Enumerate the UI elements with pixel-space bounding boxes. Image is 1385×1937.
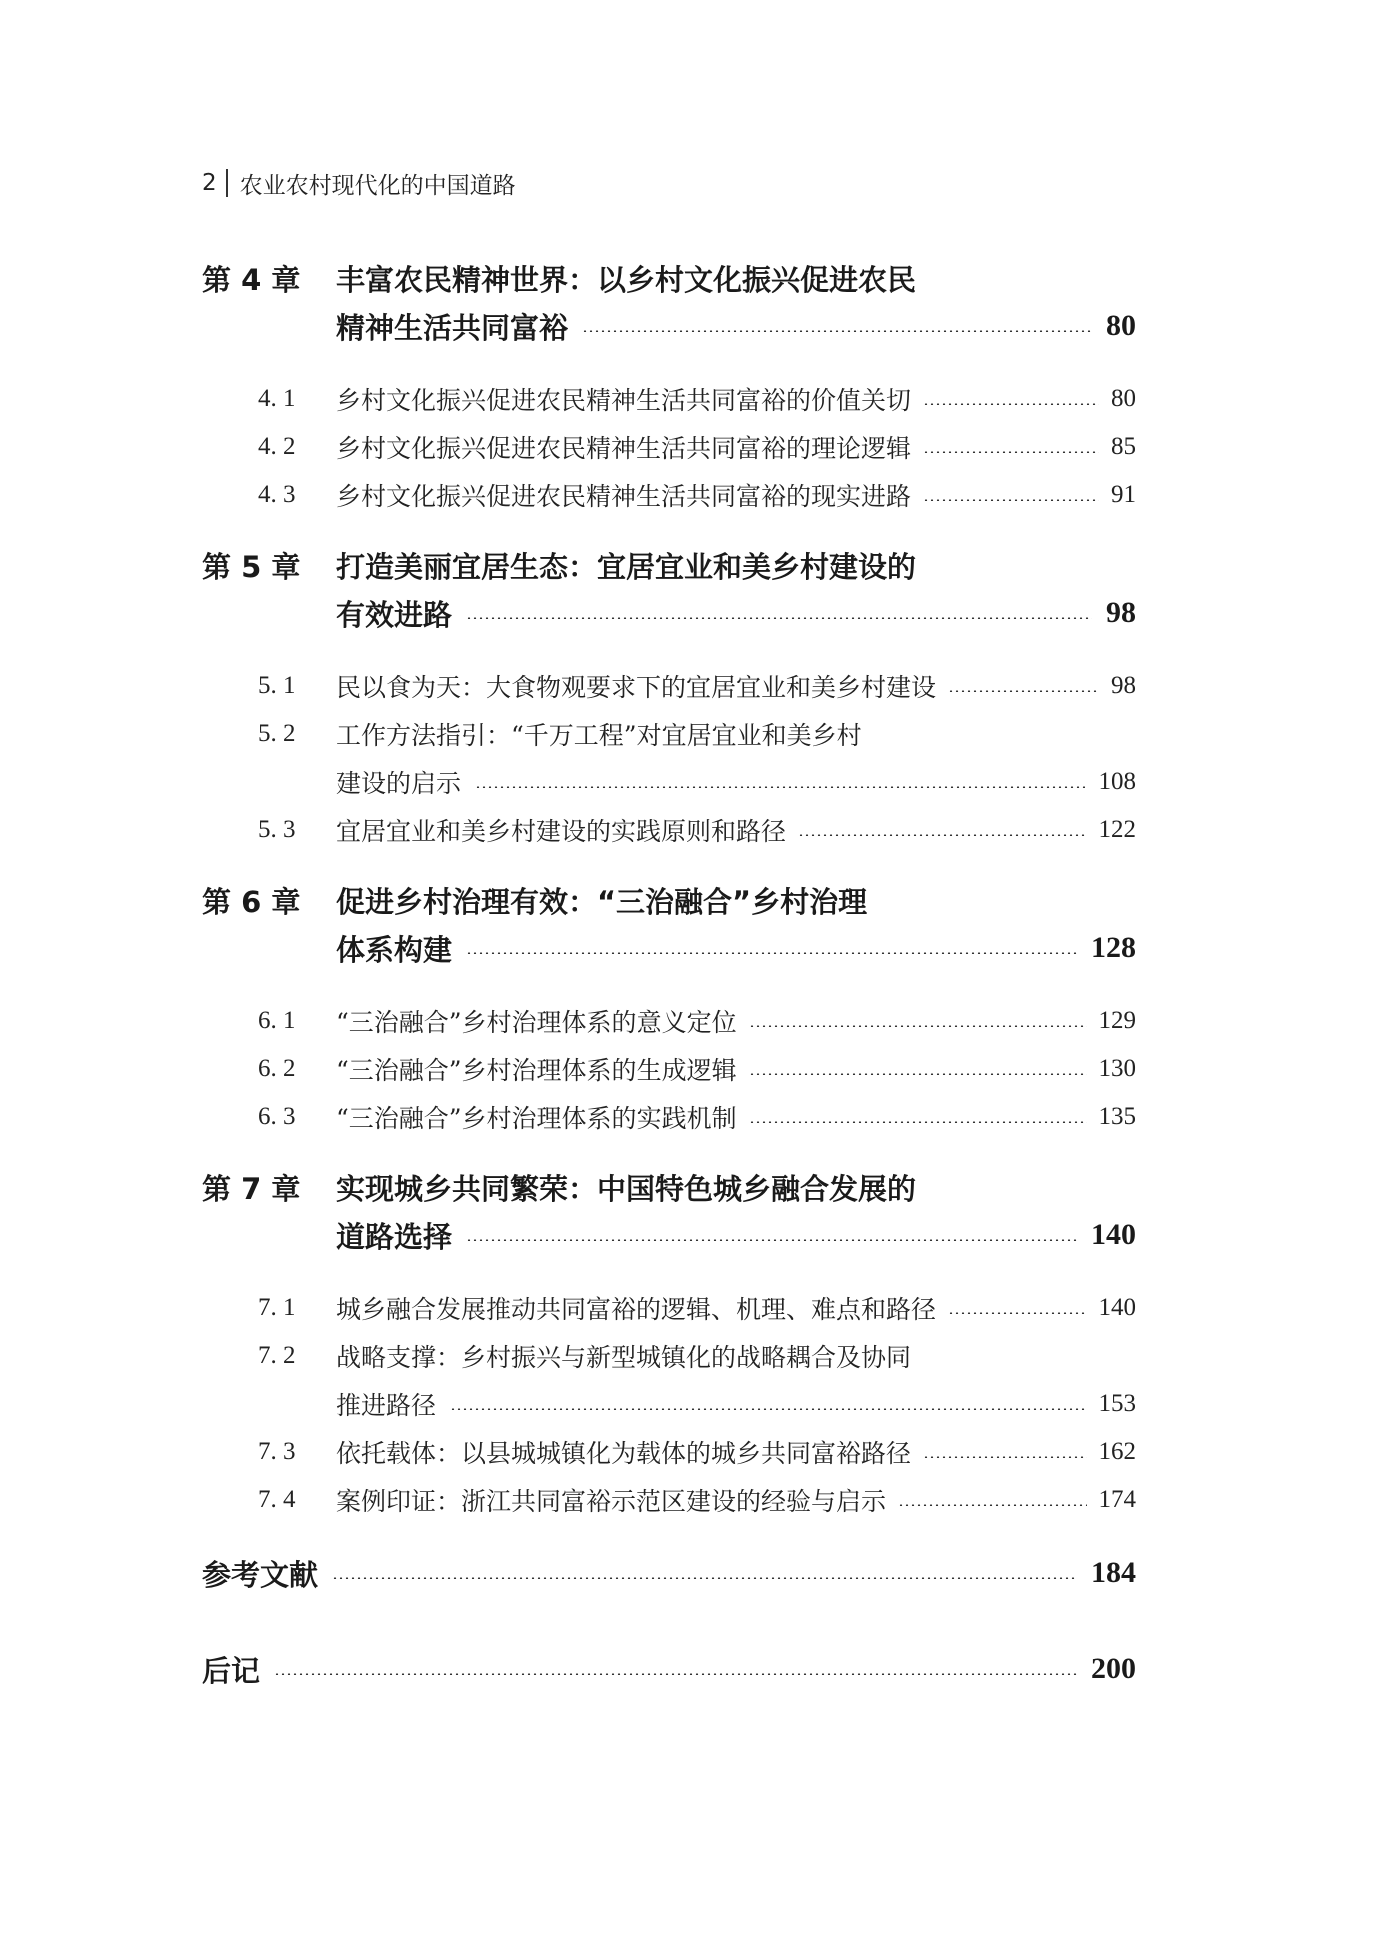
- chapter-title: 打造美丽宜居生态：宜居宜业和美乡村建设的: [336, 549, 917, 584]
- section-title: “三治融合”乡村治理体系的实践机制: [336, 1104, 737, 1133]
- section-number: 7. 4: [258, 1486, 296, 1513]
- dot-leader: [923, 1456, 1086, 1458]
- dot-leader: [450, 1408, 1084, 1410]
- toc-section[interactable]: [202, 1338, 1136, 1374]
- section-title: “三治融合”乡村治理体系的意义定位: [336, 1008, 737, 1037]
- section-title: 案例印证：浙江共同富裕示范区建设的经验与启示: [336, 1487, 887, 1516]
- dot-leader: [749, 1121, 1087, 1123]
- chapter-title-cont: 体系构建: [336, 932, 453, 967]
- header-divider: [226, 169, 228, 197]
- afterword-page: 200: [1091, 1652, 1136, 1685]
- section-number: 7. 2: [258, 1342, 296, 1369]
- chapter-page: 128: [1091, 931, 1136, 964]
- toc-chapter-6-line2[interactable]: [202, 928, 1136, 968]
- dot-leader: [923, 451, 1099, 453]
- chapter-number: 第 5 章: [202, 549, 301, 584]
- section-title: 乡村文化振兴促进农民精神生活共同富裕的价值关切: [336, 386, 912, 415]
- dot-leader: [948, 1312, 1086, 1314]
- toc-section[interactable]: [202, 381, 1136, 417]
- section-number: 7. 3: [258, 1438, 296, 1465]
- dot-leader: [948, 690, 1099, 692]
- section-title: 依托载体：以县城城镇化为载体的城乡共同富裕路径: [336, 1439, 912, 1468]
- book-title: 农业农村现代化的中国道路: [239, 172, 516, 199]
- section-page: 98: [1111, 672, 1136, 699]
- toc-chapter-6[interactable]: [202, 880, 1136, 920]
- section-title: 乡村文化振兴促进农民精神生活共同富裕的理论逻辑: [336, 434, 912, 463]
- toc-section[interactable]: [202, 716, 1136, 752]
- references-page: 184: [1091, 1556, 1136, 1589]
- section-title-cont: 推进路径: [336, 1391, 437, 1420]
- dot-leader: [898, 1504, 1086, 1506]
- dot-leader: [332, 1577, 1077, 1579]
- section-title: 民以食为天：大食物观要求下的宜居宜业和美乡村建设: [336, 673, 937, 702]
- toc-chapter-5[interactable]: [202, 545, 1136, 585]
- toc-section[interactable]: [202, 1099, 1136, 1135]
- dot-leader: [582, 330, 1092, 332]
- afterword-title: 后记: [202, 1653, 261, 1688]
- dot-leader: [274, 1673, 1077, 1675]
- section-number: 5. 2: [258, 720, 296, 747]
- section-title: “三治融合”乡村治理体系的生成逻辑: [336, 1056, 737, 1085]
- dot-leader: [749, 1025, 1087, 1027]
- toc-chapter-7-line2[interactable]: [202, 1215, 1136, 1255]
- section-page: 91: [1111, 481, 1136, 508]
- toc-afterword[interactable]: [202, 1649, 1136, 1689]
- chapter-number: 第 6 章: [202, 884, 301, 919]
- section-page: 108: [1098, 768, 1136, 795]
- section-page: 80: [1111, 385, 1136, 412]
- toc-chapter-5-line2[interactable]: [202, 593, 1136, 633]
- section-page: 85: [1111, 433, 1136, 460]
- section-number: 4. 3: [258, 481, 296, 508]
- section-page: 122: [1098, 816, 1136, 843]
- toc-section-line2[interactable]: [202, 1386, 1136, 1422]
- section-number: 5. 1: [258, 672, 296, 699]
- section-page: 130: [1098, 1055, 1136, 1082]
- section-page: 129: [1098, 1007, 1136, 1034]
- toc-section[interactable]: [202, 1434, 1136, 1470]
- section-title: 战略支撑：乡村振兴与新型城镇化的战略耦合及协同: [336, 1343, 912, 1372]
- section-page: 174: [1098, 1486, 1136, 1513]
- toc-section[interactable]: [202, 1051, 1136, 1087]
- chapter-title-cont: 精神生活共同富裕: [336, 310, 569, 345]
- toc-section[interactable]: [202, 477, 1136, 513]
- toc-chapter-7[interactable]: [202, 1167, 1136, 1207]
- chapter-title: 丰富农民精神世界：以乡村文化振兴促进农民: [336, 262, 917, 297]
- section-title: 宜居宜业和美乡村建设的实践原则和路径: [336, 817, 787, 846]
- section-number: 7. 1: [258, 1294, 296, 1321]
- chapter-title: 实现城乡共同繁荣：中国特色城乡融合发展的: [336, 1171, 917, 1206]
- dot-leader: [923, 499, 1099, 501]
- toc-chapter-4-line2[interactable]: [202, 306, 1136, 346]
- section-number: 4. 2: [258, 433, 296, 460]
- chapter-number: 第 7 章: [202, 1171, 301, 1206]
- toc-section[interactable]: [202, 1003, 1136, 1039]
- chapter-title-cont: 道路选择: [336, 1219, 453, 1254]
- chapter-title-cont: 有效进路: [336, 597, 453, 632]
- dot-leader: [749, 1073, 1087, 1075]
- toc-section[interactable]: [202, 1482, 1136, 1518]
- section-number: 5. 3: [258, 816, 296, 843]
- toc-section[interactable]: [202, 812, 1136, 848]
- section-page: 140: [1098, 1294, 1136, 1321]
- running-header: [202, 166, 516, 200]
- toc-section[interactable]: [202, 429, 1136, 465]
- section-number: 6. 2: [258, 1055, 296, 1082]
- references-title: 参考文献: [202, 1557, 319, 1592]
- page-number: 2: [202, 170, 217, 196]
- chapter-number: 第 4 章: [202, 262, 301, 297]
- toc-section[interactable]: [202, 1290, 1136, 1326]
- dot-leader: [466, 617, 1092, 619]
- toc-chapter-4[interactable]: [202, 258, 1136, 298]
- chapter-page: 98: [1106, 596, 1136, 629]
- toc-section[interactable]: [202, 668, 1136, 704]
- section-page: 153: [1098, 1390, 1136, 1417]
- toc-section-line2[interactable]: [202, 764, 1136, 800]
- chapter-title: 促进乡村治理有效：“三治融合”乡村治理: [336, 884, 868, 919]
- toc-references[interactable]: [202, 1553, 1136, 1593]
- dot-leader: [466, 1239, 1077, 1241]
- section-number: 6. 1: [258, 1007, 296, 1034]
- chapter-page: 80: [1106, 309, 1136, 342]
- section-page: 135: [1098, 1103, 1136, 1130]
- dot-leader: [798, 834, 1086, 836]
- section-title: 城乡融合发展推动共同富裕的逻辑、机理、难点和路径: [336, 1295, 937, 1324]
- section-title: 工作方法指引：“千万工程”对宜居宜业和美乡村: [336, 721, 862, 750]
- dot-leader: [466, 952, 1077, 954]
- chapter-page: 140: [1091, 1218, 1136, 1251]
- section-number: 6. 3: [258, 1103, 296, 1130]
- section-number: 4. 1: [258, 385, 296, 412]
- section-title-cont: 建设的启示: [336, 769, 462, 798]
- section-page: 162: [1098, 1438, 1136, 1465]
- dot-leader: [475, 786, 1084, 788]
- dot-leader: [923, 403, 1099, 405]
- section-title: 乡村文化振兴促进农民精神生活共同富裕的现实进路: [336, 482, 912, 511]
